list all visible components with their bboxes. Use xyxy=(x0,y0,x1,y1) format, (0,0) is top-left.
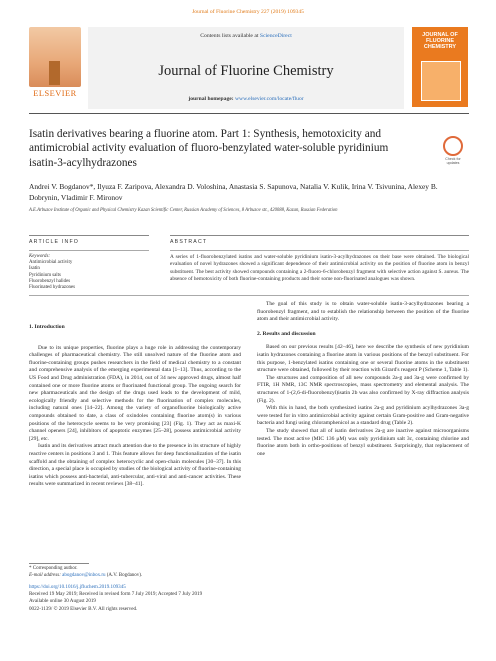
elsevier-tree-icon xyxy=(29,27,81,87)
journal-header-box xyxy=(88,27,404,109)
abstract-rule xyxy=(170,235,469,236)
cover-artwork xyxy=(421,61,461,101)
results-paragraph: The study showed that all of isatin derivatives 2a-g are inactive against microorganisms tested. The most active (MIC 136 μM) was only pyridinium salt 3c, containing chlorine and fluorine atom both in ortho-positions of benzyl substituent. Surprisingly, that replacement of one xyxy=(257,427,469,457)
email-suffix: (A.V. Bogdanov). xyxy=(105,572,143,578)
check-for-updates-icon xyxy=(443,136,463,156)
corresponding-author-note: * Corresponding author. xyxy=(29,566,78,571)
email-label: E-mail address: xyxy=(29,572,63,578)
header-divider xyxy=(29,113,469,114)
abstract-heading: ABSTRACT xyxy=(170,239,208,245)
publisher-name: ELSEVIER xyxy=(33,89,77,98)
introduction-heading: 1. Introduction xyxy=(29,324,65,330)
affiliation: A.E.Arbuzov Institute of Organic and Physical Chemistry Kazan Scientific Center, Russian Academy of Sciences, 8 Arbuzov str., 420088, Kazan, Russian Federation xyxy=(29,208,338,213)
check-for-updates-label: Check for updates xyxy=(445,157,461,165)
homepage-prefix: journal homepage: xyxy=(188,96,235,102)
homepage-link[interactable]: www.elsevier.com/locate/fluor xyxy=(235,96,304,102)
keyword-item: Antimicrobial activity xyxy=(29,260,73,266)
results-heading: 2. Results and discussion xyxy=(257,330,316,337)
keyword-item: Fluorinated hydrazones xyxy=(29,285,76,291)
journal-reference[interactable]: Journal of Fluorine Chemistry 227 (2019) 109345 xyxy=(192,9,304,15)
keywords-block xyxy=(29,254,149,291)
keywords-label: Keywords: xyxy=(29,254,51,259)
body-column-left xyxy=(29,324,241,489)
abstract-rule-lower xyxy=(170,250,469,251)
results-paragraph: The structures and composition of all new compounds 2a-g and 3a-g were confirmed by FTIR, 1H NMR, 13C NMR spectroscopies, mass spectrometry and elemental analysis. The structures of 1-(2,6-di-fluorobenzyl)isatin 2b was also confirmed by X-ray diffraction analysis (Fig. 2). xyxy=(257,374,469,404)
available-online: Available online 30 August 2019 xyxy=(29,598,96,605)
elsevier-logo[interactable] xyxy=(29,27,81,99)
contents-line xyxy=(88,33,404,39)
body-column-right xyxy=(257,301,469,458)
journal-title: Journal of Fluorine Chemistry xyxy=(158,63,334,79)
sciencedirect-link[interactable]: ScienceDirect xyxy=(259,33,292,39)
homepage-line xyxy=(88,96,404,102)
contents-prefix: Contents lists available at xyxy=(200,33,260,39)
body-divider xyxy=(29,295,469,296)
cover-title: JOURNAL OF FLUORINE CHEMISTRY xyxy=(422,32,458,51)
introduction-paragraph: Due to its unique properties, fluorine plays a huge role in addressing the contemporary challenges of pharmaceutical chemistry. The still unsolved nature of the fluorine atom and fluorine-containing groups pushes researchers in the field of medical chemistry to a constant and comprehensive analysis of the emerging experimental data [1–13]. Thus, according to the US Food and Drug administration (FDA), in 2014, out of 34 new approved drugs, almost half contained one or more fluorine atoms or fluorinated functional group. The ongoing search for new pharmaceuticals and the design of the drugs used leads to the development of mild, ecologically friendly and selective methods for the fluorination of complex molecules, including natural ones [14–22]. Among the variety of organofluorine biologically active compounds obtained to date, a class of oxindoles containing fluorine atom(s) in various positions of the heterocycle seems to be very promising [23] (Fig. 1). They act as maxi-K channel openers [24], inhibitors of apoptotic enzymes [25–28], possess antimicrobial activity [29], etc. xyxy=(29,344,241,442)
article-title: Isatin derivatives bearing a fluorine atom. Part 1: Synthesis, hemotoxicity and antimicrobial activity evaluation of fluoro-benzylated water-soluble pyridinium isatin-3-acylhydrazones xyxy=(29,128,389,169)
email-line xyxy=(29,573,241,580)
introduction-paragraph: Isatin and its derivatives attract much attention due to the presence in its structure of highly reactive centers in positions 3 and 1. This feature allows for deep functionalization of the isatin scaffold and the obtaining of complex heterocyclic and open-chain molecules [30–37]. In this direction, a special place is occupied by studies of the biological activity of fluorine-containing isatins which possess anti-bacterial, anti-tubercular, anti-viral and anti-cancer activities. These results were summarized in recent reviews [38–41]. xyxy=(29,443,241,488)
received-dates: Received 19 May 2019; Received in revised form 7 July 2019; Accepted 7 July 2019 xyxy=(29,591,203,598)
results-paragraph: Based on our previous results [42–46], here we describe the synthesis of new pyridinium isatin hydrazones containing a fluorine atom in various positions of the benzyl substituent. For this purpose, 1-benzylated isatins containing one or several fluorine atoms in the substituent structure were obtained, followed by their reaction with Girard's reagent P (Scheme 1, Table 1). xyxy=(257,344,469,374)
email-link[interactable]: abogdanov@inbox.ru xyxy=(62,572,106,578)
copyright: 0022-1139/ © 2019 Elsevier B.V. All rights reserved. xyxy=(29,605,138,612)
article-info-rule-lower xyxy=(29,250,149,251)
goal-paragraph: The goal of this study is to obtain water-soluble isatin-3-acylhydrazones bearing a fluorobenzyl fragment, and to establish the relationship between the position of the fluorine atom and their antimicrobial activity. xyxy=(257,301,469,323)
journal-cover[interactable] xyxy=(412,27,468,107)
article-info-heading: ARTICLE INFO xyxy=(29,239,80,245)
footnote-rule xyxy=(29,563,89,564)
check-for-updates-badge[interactable] xyxy=(441,136,465,166)
abstract-text: A series of 1-fluorobenzylated isatins and water-soluble pyridinium isatin-3-acylhydrazones on their base were obtained. The biological evaluation of novel hydrazones showed a significant dependence of their antimicrobial activity on the position of fluorine atom in benzyl substituent. The best activity showed compounds containing a 2-fluoro-6-chlorobenzyl fragment with selective action against S. aureus. The absence of hemotoxicity of both fluorine-containing products and their some non-fluorinated analogues was shown. xyxy=(170,254,469,282)
article-info-rule xyxy=(29,235,149,236)
footnote xyxy=(29,566,241,579)
keyword-item: Isatin xyxy=(29,266,40,272)
publication-info xyxy=(29,584,469,613)
doi-link[interactable]: https://doi.org/10.1016/j.jfluchem.2019.109345 xyxy=(29,584,126,590)
results-paragraph: With this in hand, the both synthesized isatins 2a-g and pyridinium acylhydrazones 3a-g were tested for in vitro antimicrobial activity against certain Gram-positive and Gram-negative bacteria and fungi using chloramphenicol as a standard drug (Table 2). xyxy=(257,405,469,427)
keyword-item: Pyridinium salts xyxy=(29,272,61,278)
author-list: Andrei V. Bogdanov*, Ilyuza F. Zaripova, Alexandra D. Voloshina, Anastasia S. Sapunova, Natalia V. Kulik, Irina V. Tsivunina, Alexey B. Dobrynin, Vladimir F. Mironov xyxy=(29,182,438,202)
keyword-item: Fluorobenzyl halides xyxy=(29,278,71,284)
